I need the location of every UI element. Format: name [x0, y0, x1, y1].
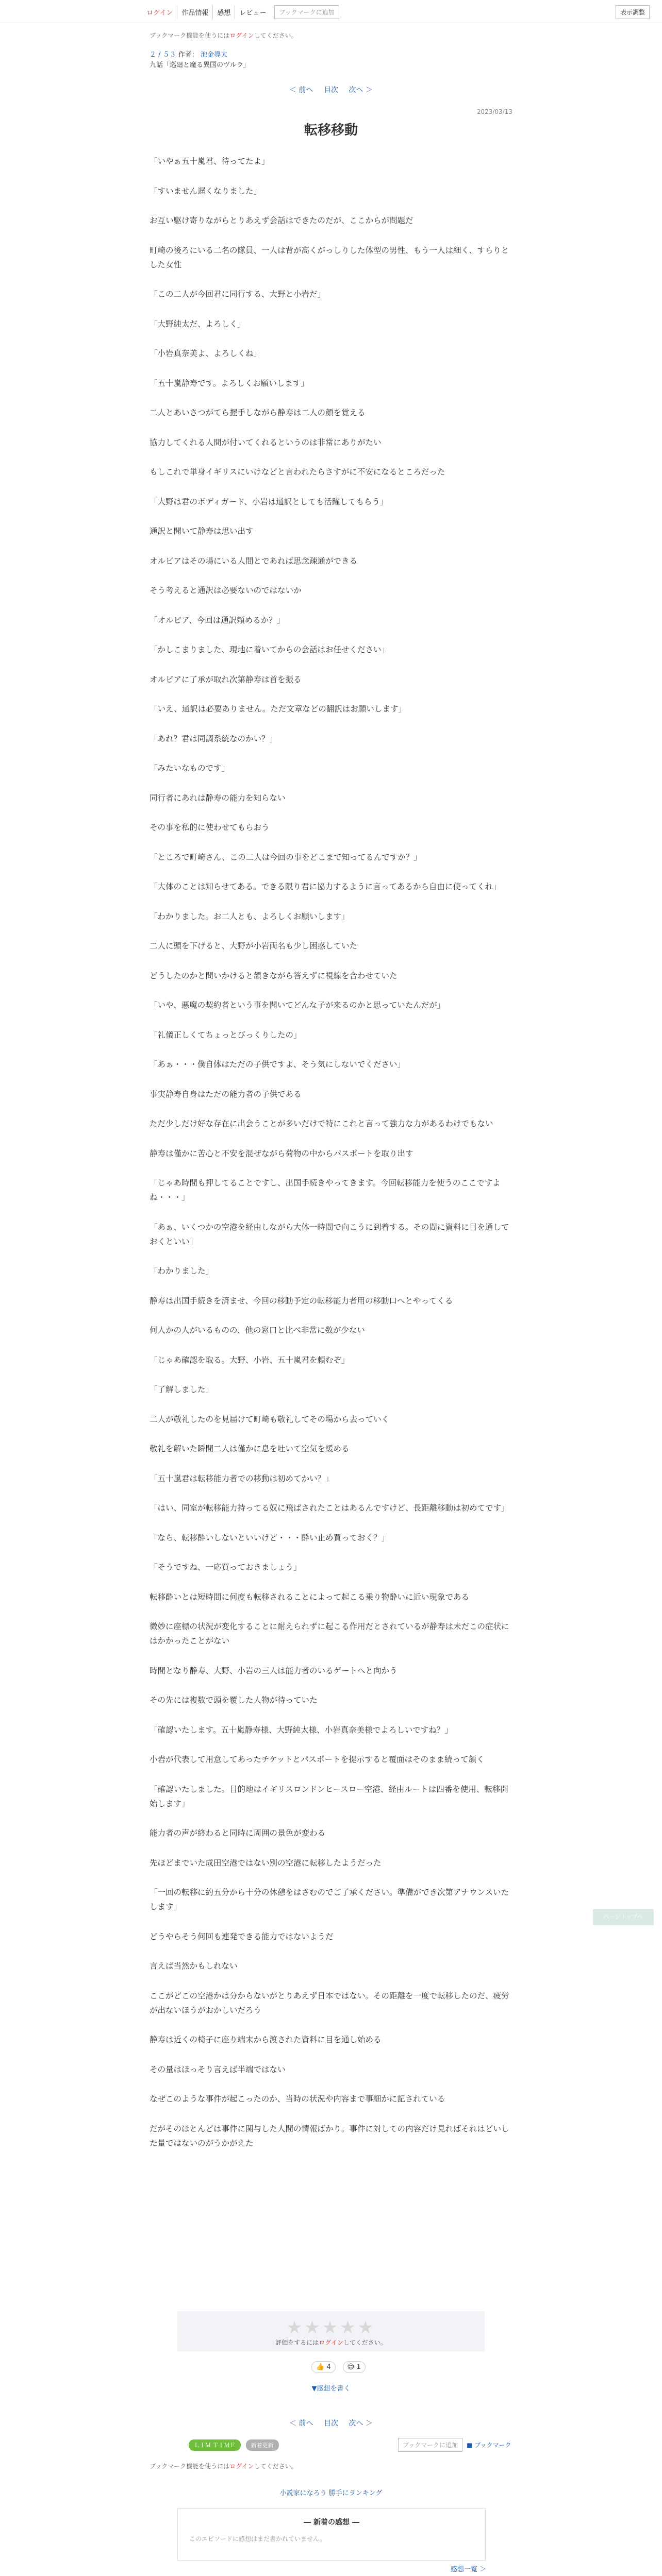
rating-stars[interactable]: ★★★★★ [286, 2317, 376, 2338]
bookmark-row [398, 2438, 511, 2452]
novel-paragraph: 小岩が代表して用意してあったチケットとパスポートを提示すると覆面はそのまま続って頷く [150, 1755, 485, 1764]
evaluation-login-link[interactable]: ログイン [319, 2339, 343, 2346]
novel-paragraph: 「確認いたします。五十嵐静寿様、大野純太様、小岩真奈美様でよろしいですね？」 [150, 1725, 453, 1735]
review-section [177, 2508, 486, 2561]
novel-paragraph: 「わかりました」 [150, 1266, 214, 1276]
ranking-link[interactable]: 小説家になろう 勝手にランキング [279, 2489, 383, 2497]
novel-paragraph: 「了解しました」 [150, 1385, 214, 1394]
evaluation-box [177, 2311, 485, 2351]
novel-paragraph: 静寿は僅かに苦心と不安を混ぜながら荷物の中からパスポートを取り出す [150, 1148, 413, 1158]
novel-paragraph: 「みたいなものです」 [150, 764, 230, 773]
review-more-link[interactable]: 感想一覧 ＞ [451, 2566, 487, 2573]
novel-paragraph: どうしたのかと問いかけると頷きながら答えずに視線を合わせていた [150, 971, 398, 980]
novel-paragraph: 二人が敬礼したのを見届けて町崎も敬礼してその場から去っていく [150, 1414, 390, 1424]
novel-paragraph: なぜこのような事件が起こったのか、当時の状況や内容まで事細かに記されている [150, 2094, 445, 2104]
novel-paragraph: 「はい、同室が転移能力持ってる奴に飛ばされたことはあるんですけど、長距離移動は初めてです」 [150, 1503, 509, 1513]
novel-paragraph: 二人とあいさつがてら握手しながら静寿は二人の顔を覚える [150, 408, 366, 417]
novel-paragraph: 「オルビア、今回は通訳頼めるか？」 [150, 615, 285, 625]
novel-paragraph: 「五十嵐君は転移能力者での移動は初めてかい？」 [150, 1473, 334, 1483]
bookmark-note [150, 31, 512, 40]
evaluation-prefix: 評価をするには [275, 2339, 319, 2346]
novel-paragraph: 「じゃあ確認を取る。大野、小岩、五十嵐君を頼むぞ」 [150, 1355, 350, 1365]
display-settings-button[interactable]: 表示調整 [616, 5, 650, 19]
novel-paragraph: 「確認いたしました。目的地はイギリスロンドンヒースロー空港、経由ルートは四番を使用、転移開始します」 [150, 1784, 508, 1808]
novel-paragraph: もしこれで単身イギリスにいけなどと言われたらさすがに不安になるところだった [150, 467, 445, 477]
bookmark-add-button[interactable]: ブックマークに追加 [274, 5, 339, 19]
prev-link[interactable]: ＜ 前へ [289, 2419, 313, 2428]
header-nav [142, 5, 339, 19]
novel-paragraph: 「礼儀正しくてちょっとびっくりしたの」 [150, 1030, 302, 1040]
toc-link[interactable]: 目次 [324, 86, 338, 94]
novel-paragraph: 「すいません遅くなりました」 [150, 186, 262, 196]
chapter-title: 転移移動 [304, 123, 358, 138]
prev-link[interactable]: ＜ 前へ [289, 86, 313, 94]
bookmark-login-link[interactable]: ログイン [229, 32, 254, 39]
bookmark-label[interactable]: ■ ブックマーク [467, 2442, 511, 2449]
evaluation-suffix: してください。 [343, 2339, 387, 2346]
bookmark-note-suffix: してください。 [254, 2463, 297, 2470]
novel-paragraph: 「小岩真奈美よ、よろしくね」 [150, 349, 262, 358]
tag-row [189, 2439, 279, 2451]
novel-paragraph: 協力してくれる人間が付いてくれるというのは非常にありがたい [150, 437, 382, 447]
episode-pager [150, 84, 512, 95]
novel-paragraph: そう考えると通訳は必要ないのではないか [150, 586, 302, 595]
review-empty-text: このエピソードに感想はまだ書かれていません。 [189, 2535, 326, 2543]
tag-badge: ＬＩＭ ＴＩＭＥ [189, 2439, 241, 2451]
novel-paragraph: 何人かの人がいるものの、他の窓口と比べ非常に数が少ない [150, 1326, 365, 1335]
reaction-bar [311, 2361, 366, 2373]
post-date: 2023/03/13 [476, 108, 512, 115]
novel-paragraph: 敬礼を解いた瞬間二人は僅かに息を吐いて空気を緩める [150, 1444, 350, 1453]
novel-paragraph: オルビアはその場にいる人間とであれば思念疎通ができる [150, 556, 358, 566]
novel-paragraph: 「いや、悪魔の契約者という事を聞いてどんな子が来るのかと思っていたんだが」 [150, 1001, 445, 1010]
novel-paragraph: 「かしこまりました、現地に着いてからの会話はお任せください」 [150, 645, 390, 654]
series-info [150, 50, 512, 70]
novel-paragraph: 「あれ？君は同調系統なのかい？」 [150, 734, 278, 743]
next-link[interactable]: 次へ ＞ [349, 86, 373, 94]
novel-content [150, 31, 512, 2165]
novel-paragraph: 「そうですね、一応買っておきましょう」 [150, 1563, 302, 1572]
thumbs-up-icon: 👍 [316, 2363, 325, 2371]
review-heading: ― 新着の感想 ― [304, 2518, 359, 2527]
site-header [0, 0, 662, 23]
novel-paragraph: 言えば当然かもしれない [150, 1961, 238, 1971]
series-chapter-title: 九話「巡廻と魔る異国のヴルラ」 [150, 61, 250, 69]
novel-paragraph: 「大野は君のボディガード、小岩は通訳としても活躍してもらう」 [150, 497, 388, 506]
novel-paragraph: 「大野純太だ、よろしく」 [150, 319, 246, 329]
novel-paragraph: だがそのほとんどは事件に関与した人間の情報ばかり。事件に対しての内容だけ見ればそれはどいした量ではないのがうかがえた [150, 2124, 509, 2148]
episode-count: ２ / ５３ [150, 51, 176, 59]
works-info-link[interactable]: 作品情報 [177, 5, 213, 19]
page-top-button[interactable]: ページトップへ [593, 1909, 654, 1925]
novel-paragraph: 先ほどまでいた成田空港ではない別の空港に転移したようだった [150, 1858, 382, 1868]
novel-paragraph: 「いやぁ五十嵐君、待ってたよ」 [150, 157, 270, 166]
author-link[interactable]: 池金導太 [200, 51, 227, 59]
novel-paragraph: オルビアに了承が取れ次第静寿は首を振る [150, 674, 302, 684]
smile-icon: 😊 [347, 2363, 355, 2371]
novel-paragraph: 静寿は近くの椅子に座り端末から渡された資料に目を通し始める [150, 2035, 382, 2044]
novel-paragraph: その事を私的に使わせてもらおう [150, 823, 270, 832]
novel-paragraph: 通訳と聞いて静寿は思い出す [150, 527, 254, 536]
author-label: 作者： [178, 51, 198, 59]
novel-paragraph: 「じゃあ時間も押してることですし、出国手続きやってきます。今回転移能力を使うのここですよね・・・」 [150, 1178, 501, 1202]
novel-paragraph: 事実静寿自身はただの能力者の子供である [150, 1089, 302, 1099]
novel-paragraph: 二人に頭を下げると、大野が小岩両名も少し困惑していた [150, 941, 358, 951]
novel-paragraph: 「わかりました。お二人とも、よろしくお願いします」 [150, 911, 350, 921]
bookmark-note-text: ブックマーク機能を使うには [150, 32, 230, 39]
login-link[interactable]: ログイン [142, 5, 177, 19]
episode-pager-bottom [0, 2418, 662, 2428]
next-link[interactable]: 次へ ＞ [349, 2419, 373, 2428]
novel-paragraph: お互い駆け寄りながらとりあえず会話はできたのだが、ここからが問題だ [150, 216, 413, 225]
bookmark-note-suffix: してください。 [254, 32, 297, 39]
novel-paragraph: その先には複数で頭を覆した人物が待っていた [150, 1696, 318, 1705]
write-impression-link[interactable]: ▼感想を書く [311, 2385, 351, 2393]
novel-paragraph: 「ところで町崎さん、この二人は今回の事をどこまで知ってるんですか？」 [150, 852, 422, 862]
reaction-thumbs-up[interactable] [311, 2361, 336, 2373]
novel-paragraph: 時間となり静寿、大野、小岩の三人は能力者のいるゲートへと向かう [150, 1666, 398, 1675]
novel-body [150, 154, 512, 2150]
novel-paragraph: 転移酔いとは短時間に何度も転移されることによって起こる乗り物酔いに近い現象である [150, 1592, 470, 1602]
novel-paragraph: どうやらそう何回も連発できる能力ではないようだ [150, 1931, 334, 1941]
novel-paragraph: 「なら、転移酔いしないといいけど・・・酔い止め買っておく？」 [150, 1533, 390, 1543]
reaction-count: 4 [326, 2363, 331, 2371]
bookmark-add-button[interactable]: ブックマークに追加 [398, 2438, 462, 2452]
novel-paragraph: 静寿は出国手続きを済ませ、今回の移動予定の転移能力者用の移動口へとやってくる [150, 1296, 453, 1306]
novel-paragraph: その量はほっそり言えば半端ではない [150, 2064, 286, 2074]
review-link[interactable]: レビュー [239, 9, 267, 17]
bookmark-login-link[interactable]: ログイン [229, 2463, 254, 2470]
novel-paragraph: 「一回の転移に約五分から十分の休憩をはさむのでご了承ください。準備ができ次第アナウンスいたします」 [150, 1888, 509, 1911]
novel-paragraph: 「あぁ、いくつかの空港を経由しながら大体一時間で向こうに到着する。その間に資料に目を通しておくといい」 [150, 1222, 509, 1246]
bookmark-note-bottom [150, 2462, 297, 2470]
novel-paragraph: 同行者にあれは静寿の能力を知らない [150, 793, 286, 803]
novel-paragraph: 町崎の後ろにいる二名の隊員、一人は背が高くがっしりした体型の男性、もう一人は細く、すらりとした女性 [150, 245, 509, 269]
reaction-count: 1 [356, 2363, 361, 2371]
novel-paragraph: 「五十嵐静寿です。よろしくお願いします」 [150, 378, 309, 388]
novel-paragraph: 「大体のことは知らせてある。できる限り君に協力するように言ってあるから自由に使ってくれ」 [150, 882, 501, 891]
novel-paragraph: 能力者の声が終わると同時に周囲の景色が変わる [150, 1828, 326, 1838]
toc-link[interactable]: 目次 [324, 2419, 338, 2428]
bookmark-note-text: ブックマーク機能を使うには [150, 2463, 230, 2470]
novel-paragraph: 微妙に座標の状況が変化することに耐えられずに起こる作用だとされているが静寿は未だこの症状にはかかったことがない [150, 1622, 509, 1646]
novel-paragraph: ただ少しだけ好な存在に出会うことが多いだけで特にこれと言って強力な力があるわけでもない [150, 1119, 493, 1128]
tag-badge: 新着更新 [246, 2439, 279, 2451]
novel-paragraph: ここがどこの空港かは分からないがとりあえず日本ではない。その距離を一度で転移したのだ、疲労が出ないほうがおかしいだろう [150, 1991, 509, 2015]
impressions-link[interactable]: 感想 [213, 5, 235, 19]
novel-paragraph: 「あぁ・・・僕自体はただの子供ですよ、そう気にしないでください」 [150, 1060, 405, 1069]
reaction-smile[interactable] [343, 2361, 366, 2373]
novel-paragraph: 「いえ、通訳は必要ありません。ただ文章などの翻訳はお願いします」 [150, 704, 406, 714]
novel-paragraph: 「この二人が今回君に同行する、大野と小岩だ」 [150, 290, 326, 299]
